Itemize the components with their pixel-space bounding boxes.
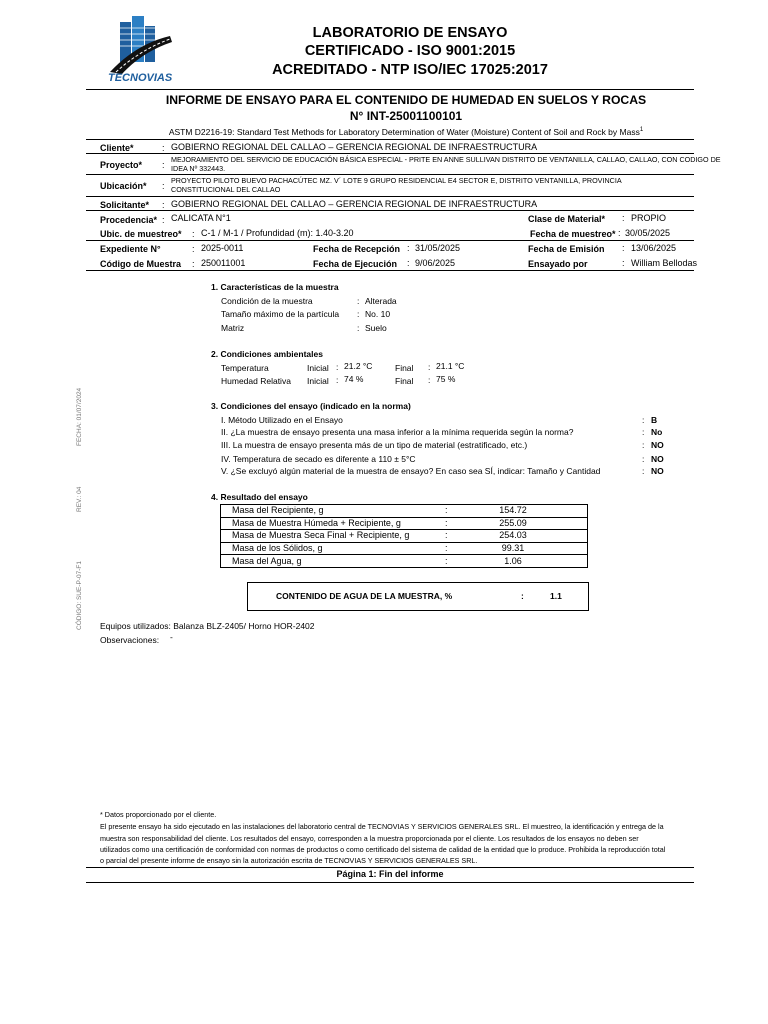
fecha-recepcion-value: 31/05/2025 (415, 243, 461, 253)
fecha-ejecucion-label: Fecha de Ejecución (313, 259, 398, 269)
humidity-initial-colon: : (336, 375, 339, 385)
codigo-value: 250011001 (201, 258, 246, 268)
divider (86, 270, 694, 271)
page-end-text: Página 1: Fin del informe (336, 869, 444, 879)
result-value: 99.31 (479, 542, 547, 555)
result-label: Masa del Agua, g (232, 555, 302, 566)
result-value: 154.72 (479, 505, 547, 518)
temperature-final-value: 21.1 °C (436, 361, 465, 371)
condition-colon: : (642, 440, 645, 450)
divider (86, 174, 694, 175)
footer-line-2: muestra son responsabilidad del cliente. Los resultados del ensayo, corresponden a la muestra proporcionada por el cliente. Los resultados de los ensayos no deben ser (100, 834, 639, 843)
result-value: 1.06 (504, 555, 522, 566)
ubic-muestreo-colon: : (192, 229, 195, 239)
ubicacion-label: Ubicación* (100, 181, 147, 191)
sec1-row-value: Suelo (365, 323, 387, 333)
expediente-colon: : (192, 244, 195, 254)
cliente-value: GOBIERNO REGIONAL DEL CALLAO – GERENCIA REGIONAL DE INFRAESTRUCTURA (171, 142, 538, 152)
result-spacer (547, 530, 588, 543)
condition-label: III. La muestra de ensayo presenta más de un tipo de material (estratificado, etc.) (221, 440, 528, 450)
water-content-value: 1.1 (550, 591, 562, 601)
ensayado-label: Ensayado por (528, 259, 588, 269)
header-line-2: CERTIFICADO - ISO 9001:2015 (304, 43, 516, 59)
table-row (221, 542, 588, 555)
result-colon: : (441, 542, 479, 555)
condition-value: No (651, 427, 663, 437)
temperature-label: Temperatura (221, 363, 269, 373)
humidity-final-colon: : (428, 375, 431, 385)
codigo-colon: : (192, 259, 195, 269)
codigo-label: Código de Muestra (100, 259, 182, 269)
standard-footnote: 1 (639, 127, 644, 134)
result-spacer (547, 542, 588, 555)
divider (86, 240, 694, 241)
section-1-title: 1. Características de la muestra (211, 282, 339, 292)
ensayado-value: William Bellodas (631, 258, 698, 268)
table-row (221, 505, 588, 518)
condition-colon: : (642, 415, 645, 425)
result-colon: : (445, 555, 448, 566)
footer-line-3: utilizados como una certificación de conformidad con normas de productos o como certificado del sistema de calidad de la entidad que lo produce. Prohibida la reproducción total (100, 845, 666, 854)
result-label: Masa de los Sólidos, g (221, 542, 442, 555)
footer-top-line (86, 867, 694, 868)
solicitante-colon: : (162, 200, 165, 210)
water-content-box (247, 582, 589, 611)
footer-line-1: El presente ensayo ha sido ejecutado en las instalaciones del laboratorio central de TECNOVIAS Y SERVICIOS GENERALES SRL. El muestreo, la identificación y entrega de la (100, 822, 664, 831)
standard-text: ASTM D2216-19: Standard Test Methods for Laboratory Determination of Water (Moisture) Content of Soil and Rock by Mass (168, 127, 640, 137)
condition-colon: : (642, 454, 645, 464)
info-top-line (86, 139, 694, 140)
temperature-final-label: Final (395, 363, 414, 373)
observations-value: - (170, 632, 173, 642)
humidity-final-value: 75 % (436, 374, 456, 384)
footer-bottom-line (86, 882, 694, 883)
result-spacer (547, 505, 588, 518)
fecha-recepcion-label: Fecha de Recepción (313, 244, 401, 254)
table-row (221, 517, 588, 530)
result-spacer (547, 517, 588, 530)
condition-colon: : (642, 427, 645, 437)
sec1-row-label: Matriz (221, 323, 245, 333)
procedencia-colon: : (162, 215, 165, 225)
result-colon: : (441, 517, 479, 530)
expediente-value: 2025-0011 (201, 243, 244, 253)
clase-colon: : (622, 213, 625, 223)
condition-value: NO (651, 440, 664, 450)
sec1-row-colon: : (357, 296, 360, 306)
equipment-used: Equipos utilizados: Balanza BLZ-2405/ Horno HOR-2402 (100, 621, 315, 631)
observations-label: Observaciones: (100, 635, 160, 645)
humidity-final-label: Final (395, 376, 414, 386)
result-label: Masa del Recipiente, g (221, 505, 442, 518)
result-value: 255.09 (479, 517, 547, 530)
result-label: Masa de Muestra Seca Final + Recipiente, g (221, 530, 442, 543)
header-line-1: LABORATORIO DE ENSAYO (312, 25, 508, 41)
humidity-label: Humedad Relativa (221, 376, 291, 386)
ubicacion-value: PROYECTO PILOTO BUEVO PACHACÚTEC MZ. V´ LOTE 9 GRUPO RESIDENCIAL E4 SECTOR E, DISTRITO VENTANILLA, PROVINCIA CONSTITUCIONAL DEL CALLAO (171, 176, 622, 194)
report-title: INFORME DE ENSAYO PARA EL CONTENIDO DE HUMEDAD EN SUELOS Y ROCAS (165, 93, 647, 107)
report-number: N° INT-25001100101 (349, 109, 463, 123)
sec1-row-label: Condición de la muestra (221, 296, 313, 306)
fecha-recepcion-colon: : (407, 243, 410, 253)
temperature-initial-colon: : (336, 362, 339, 372)
side-code: CÓDIGO: SUE-P-07-F1 (76, 561, 83, 630)
fecha-ejecucion-value: 9/06/2025 (415, 258, 456, 268)
cliente-label: Cliente* (100, 143, 134, 153)
ubic-muestreo-label: Ubic. de muestreo* (100, 229, 182, 239)
clase-value: PROPIO (631, 213, 667, 223)
temperature-initial-value: 21.2 °C (344, 361, 373, 371)
solicitante-label: Solicitante* (100, 200, 150, 210)
logo-text: TECNOVIAS (108, 72, 173, 84)
fecha-muestreo-value: 30/05/2025 (625, 228, 671, 238)
fecha-emision-colon: : (622, 243, 625, 253)
humidity-initial-label: Inicial (307, 376, 329, 386)
condition-label: II. ¿La muestra de ensayo presenta una masa inferior a la mínima requerida según la norma? (221, 427, 574, 437)
fecha-emision-value: 13/06/2025 (631, 243, 677, 253)
cliente-colon: : (162, 143, 165, 153)
fecha-muestreo-colon: : (618, 228, 621, 238)
side-date: FECHA: 01/07/2024 (76, 387, 83, 446)
temperature-final-colon: : (428, 362, 431, 372)
expediente-label: Expediente N° (100, 244, 161, 254)
proyecto-label: Proyecto* (100, 160, 143, 170)
ubicacion-colon: : (162, 181, 165, 191)
condition-value: NO (651, 454, 664, 464)
section-2-title: 2. Condiciones ambientales (211, 349, 323, 359)
report-standard (86, 127, 726, 137)
procedencia-label: Procedencia* (100, 215, 158, 225)
temperature-initial-label: Inicial (307, 363, 329, 373)
sec1-row-value: No. 10 (365, 309, 391, 319)
result-label: Masa de Muestra Húmeda + Recipiente, g (221, 517, 442, 530)
sec1-row-colon: : (357, 309, 360, 319)
condition-colon: : (642, 466, 645, 476)
footer-note: * Datos proporcionado por el cliente. (100, 810, 217, 819)
proyecto-value: MEJORAMIENTO DEL SERVICIO DE EDUCACIÓN BÁSICA ESPECIAL - PRITE EN ANNE SULLIVAN DISTRITO DE VENTANILLA, CALLAO, CALLAO, CON CODIGO DE IDEA Nº 332443. (171, 155, 721, 173)
procedencia-value: CALICATA N°1 (171, 213, 231, 223)
water-content-colon: : (521, 591, 524, 601)
clase-label: Clase de Material* (528, 214, 606, 224)
ensayado-colon: : (622, 258, 625, 268)
water-content-label: CONTENIDO DE AGUA DE LA MUESTRA, % (276, 591, 453, 601)
footer-line-4: o parcial del presente informe de ensayo sin la autorización escrita de TECNOVIAS Y SERVICIOS GENERALES SRL. (100, 856, 478, 865)
section-3-title: 3. Condiciones del ensayo (indicado en la norma) (211, 401, 411, 411)
condition-value: B (651, 415, 658, 425)
divider (86, 196, 694, 197)
condition-label: IV. Temperatura de secado es diferente a 110 ± 5°C (221, 454, 416, 464)
condition-label: V. ¿Se excluyó algún material de la muestra de ensayo? En caso sea SÍ, indicar: Tamaño y Cantidad (221, 466, 601, 476)
solicitante-value: GOBIERNO REGIONAL DEL CALLAO – GERENCIA REGIONAL DE INFRAESTRUCTURA (171, 199, 538, 209)
proyecto-colon: : (162, 160, 165, 170)
humidity-initial-value: 74 % (344, 374, 364, 384)
result-colon: : (441, 505, 479, 518)
fecha-emision-label: Fecha de Emisión (528, 244, 605, 254)
fecha-muestreo-label: Fecha de muestreo* (530, 229, 616, 239)
condition-label: I. Método Utilizado en el Ensayo (221, 415, 343, 425)
ubic-muestreo-value: C-1 / M-1 / Profundidad (m): 1.40-3.20 (201, 228, 354, 238)
table-row (221, 530, 588, 543)
side-revision: REV.: 04 (76, 486, 83, 512)
sec1-row-label: Tamaño máximo de la partícula (221, 309, 340, 319)
condition-value: NO (651, 466, 664, 476)
divider (86, 210, 694, 211)
result-spacer (547, 555, 588, 568)
sec1-row-value: Alterada (365, 296, 397, 306)
divider (86, 153, 694, 154)
fecha-ejecucion-colon: : (407, 258, 410, 268)
result-colon: : (441, 530, 479, 543)
result-value: 254.03 (479, 530, 547, 543)
table-row (221, 555, 588, 568)
results-table (220, 504, 588, 568)
header-divider (86, 89, 694, 90)
sec1-row-colon: : (357, 323, 360, 333)
header-line-3: ACREDITADO - NTP ISO/IEC 17025:2017 (272, 62, 548, 78)
section-4-title: 4. Resultado del ensayo (211, 492, 308, 502)
